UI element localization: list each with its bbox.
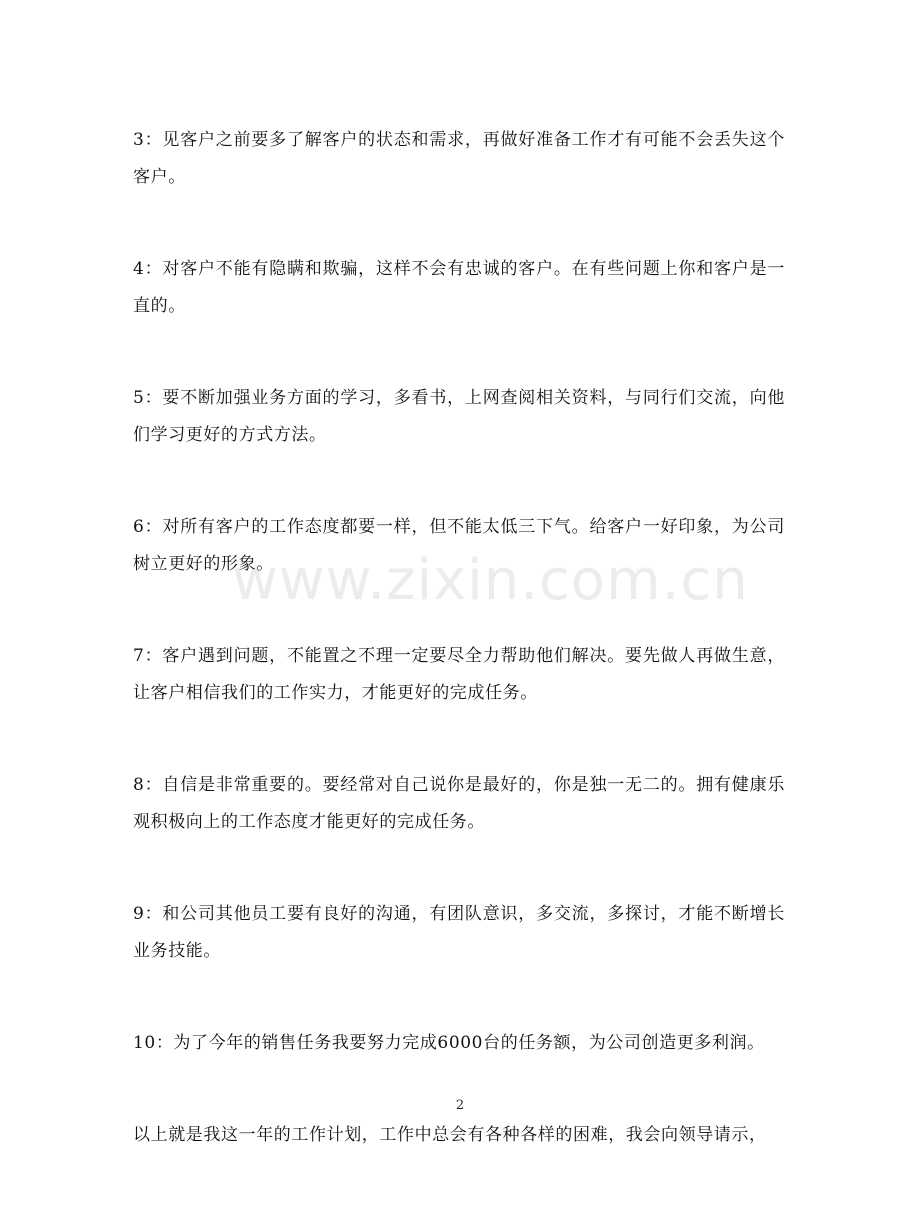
document-body <box>133 122 785 1209</box>
paragraph-item-10: 10：为了今年的销售任务我要努力完成6000台的任务额，为公司创造更多利润。 <box>133 1033 765 1053</box>
watermark: www.zixin.com.cn <box>232 548 749 613</box>
paragraph-summary: 以上就是我这一年的工作计划，工作中总会有各种各样的困难，我会向领导请示， <box>133 1125 767 1145</box>
paragraph-item-7: 7：客户遇到问题，不能置之不理一定要尽全力帮助他们解决。要先做人再做生意，让客户相信我们的工作实力，才能更好的完成任务。 <box>133 646 785 703</box>
paragraph-item-8: 8：自信是非常重要的。要经常对自己说你是最好的，你是独一无二的。拥有健康乐观积极向上的工作态度才能更好的完成任务。 <box>133 775 785 832</box>
paragraph-item-6: 6：对所有客户的工作态度都要一样，但不能太低三下气。给客户一好印象，为公司树立更好的形象。 <box>133 517 785 574</box>
paragraph-item-5: 5：要不断加强业务方面的学习，多看书，上网查阅相关资料，与同行们交流，向他们学习更好的方式方法。 <box>133 388 785 445</box>
paragraph-item-9: 9：和公司其他员工要有良好的沟通，有团队意识，多交流，多探讨，才能不断增长业务技能。 <box>133 904 785 961</box>
paragraph-item-4: 4：对客户不能有隐瞒和欺骗，这样不会有忠诚的客户。在有些问题上你和客户是一直的。 <box>133 259 785 316</box>
page-number: 2 <box>455 1098 465 1113</box>
paragraph-item-3: 3：见客户之前要多了解客户的状态和需求，再做好准备工作才有可能不会丢失这个客户。 <box>133 130 785 187</box>
